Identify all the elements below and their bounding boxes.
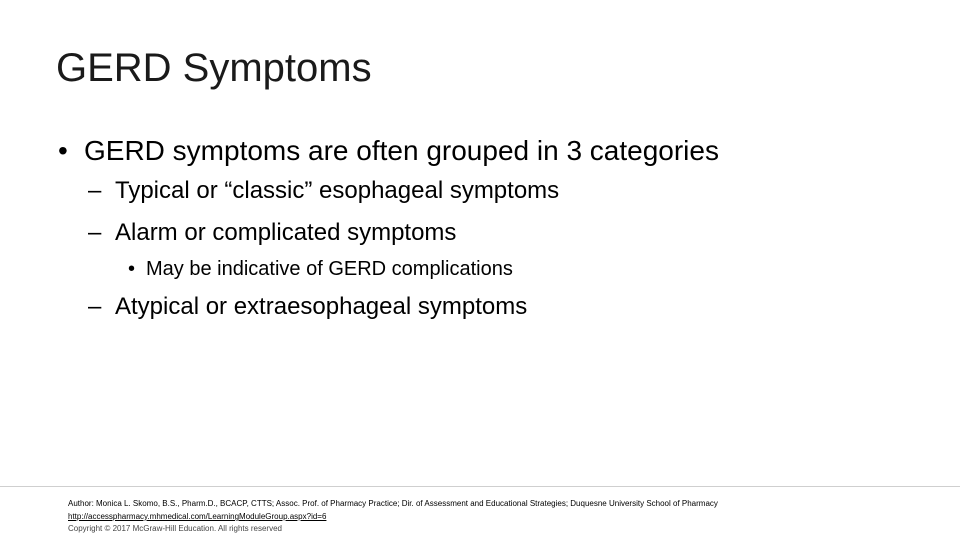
sub-item-typical: [88, 176, 559, 206]
sub-item-alarm: [88, 218, 456, 248]
dash-marker: –: [88, 219, 102, 246]
slide-title: GERD Symptoms: [56, 46, 372, 90]
footer-divider: [0, 486, 960, 487]
main-bullet-text: GERD symptoms are often grouped in 3 categories: [84, 135, 719, 166]
footer-copyright: Copyright © 2017 McGraw-Hill Education. All rights reserved: [68, 524, 282, 533]
dash-marker: –: [88, 177, 102, 204]
sub-sub-item-text: May be indicative of GERD complications: [146, 258, 513, 280]
sub-item-text: Typical or “classic” esophageal symptoms: [115, 177, 560, 204]
bullet-marker: •: [128, 258, 136, 280]
footer-author: Author: Monica L. Skomo, B.S., Pharm.D., BCACP, CTTS; Assoc. Prof. of Pharmacy Practice; Dir. of Assessment and Educational Strategies; Duquesne University School of Pharmacy: [68, 499, 718, 508]
sub-item-atypical: [88, 292, 527, 322]
footer-link[interactable]: http://accesspharmacy.mhmedical.com/LearningModuleGroup.aspx?id=6: [68, 512, 327, 521]
sub-item-text: Atypical or extraesophageal symptoms: [115, 293, 528, 320]
sub-item-text: Alarm or complicated symptoms: [115, 219, 457, 246]
bullet-marker: •: [58, 135, 68, 166]
main-bullet-item: [58, 134, 719, 168]
dash-marker: –: [88, 293, 102, 320]
sub-sub-item-complications: [128, 256, 513, 282]
